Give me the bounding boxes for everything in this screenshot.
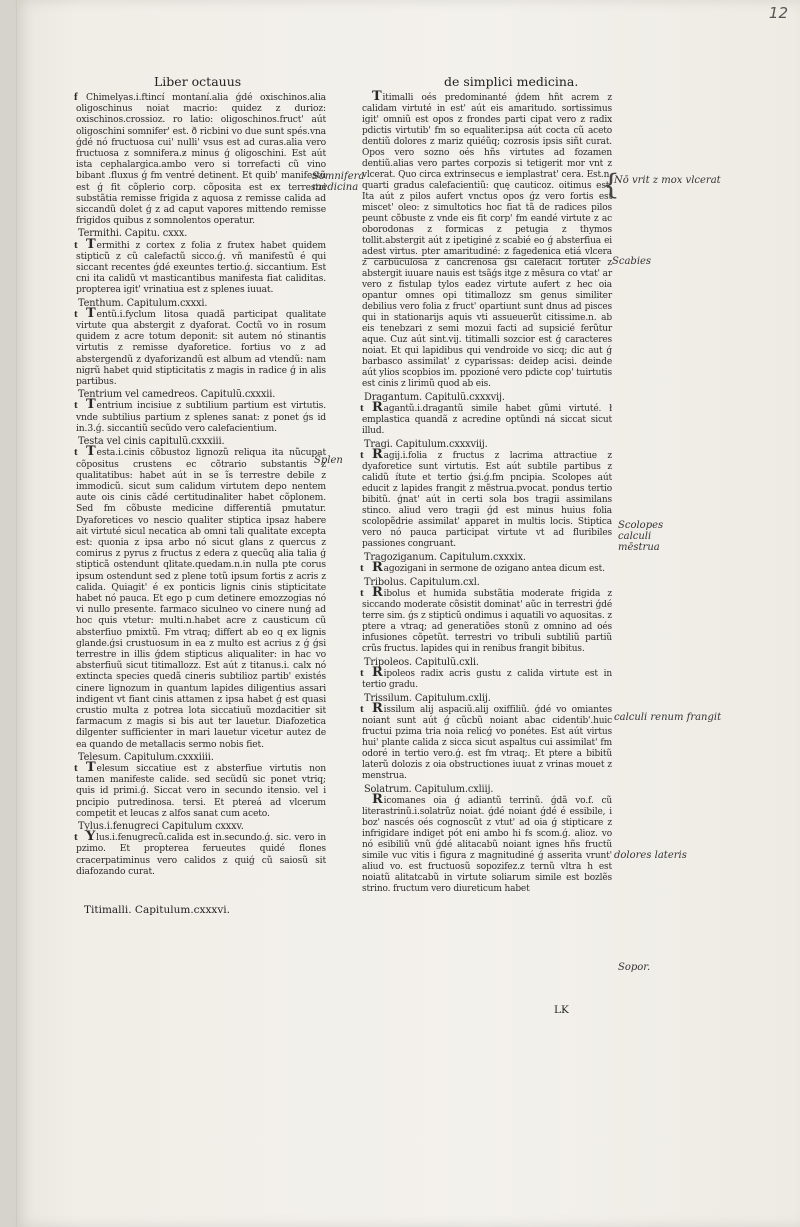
- chapter-heading: Tribolus. Capitulum.cxl.: [364, 577, 480, 588]
- chapter-paragraph: [362, 792, 612, 895]
- paragraph-text: elesum siccatiue est z absterfiue virtutis non tamen manifeste calide. sed secũdũ sic ponet vtriq; quis id primi.ǵ. Siccat vero in secundo itensio. vel i pncipio putredinosa. tersi. Et ptereá ad vlcerum competit et leucas z alfos sanat cum aceto.: [76, 762, 326, 819]
- gutter-shadow: [16, 0, 17, 1227]
- marginal-note: Scabies: [612, 256, 652, 267]
- guide-initial: R: [372, 701, 383, 716]
- guide-initial: Y: [86, 829, 96, 845]
- chapter-heading: Tentrium vel camedreos. Capitulũ.cxxxii.: [78, 389, 276, 401]
- marginal-note: Sopor.: [618, 962, 651, 973]
- chapter-heading: Tylus.i.fenugreci Capitulum cxxxv.: [78, 821, 244, 832]
- chapter-paragraph: t Testa.i.cinis cõbustoz lignozũ reliqua ita nũcupat cõpositus crustens ec cõtrario substantis z qualitatibus: habet aút in se ĩs terrestre debile z immodicũ. sicut sum calidum virtutem depo nentem aute ois cinis cãdé certitudinaliter habet cõplonem. Sed fm cõbuste medicine differentiã pmutatur. Dyaforetices vo nescio qualiter stiptica ipsaz habere ait virtuté sicul necatica ab omni tali qualitate excepta est: quonia z ipsa arbo nó sicut glans z quercus z comirus z pyrus z fructus z edera z quecũq alia talia ǵ stipticã ostendunt qlitate.quedam.n.in nulla pte corus ipsum ostendunt sed z plene totũ ipsum fortis z acris z calida. Quiagit' é ex ponticis lignis cinis stipticitate habet nó pauca. Et ego p cum detinere emozzogias nó vi nullo presente. farmaco siculneo vo cinere nunǵ ad hoc quis vtetur: multi.n.habet acre z causticum cũ absterfiuo pmixtũ. Fm vtraq; differt ab eo q ex lignis glande.ǵsi crustuosum in ea z multo est acrius z ǵ ǵsi terrestre in illis ǵdem stipticus aliqualiter: in hac vo absterfiuũ sicut titimallozz. Est aút z titanus.i. calx nó extincta species quedã cineris subtilioz partib' existés cinere lignozum in quantum lapides diligentius assari indigent vt fiant cinis attamen z ipsa habet ǵ est quasi crustio multa z potrea lota siccatiuũ mozdacitier sit farmacum z magis si bis aut ter lauetur. Diafozetica dilgenter sufficienter in mari lauetur vicetur autez de ea quando de metallacis sermo nobis fiet.: [74, 444, 326, 750]
- chapter-paragraph: t Ribolus et humida substãtia moderate frigida z siccando moderate cõsistit dominat' aũc in terrestri ǵdé terre sim. ǵs z stipticũ ondimus i aquatili vo aquositas. z ptere a vtraq; ad generatiões stonũ z omnino ad oés infusiones cõpetũt. terrestri vo tribuli subtiliũ partiũ crũs fructus. lapides qui in renibus frangit bibitus.: [360, 585, 612, 654]
- guide-initial: R: [372, 400, 383, 415]
- paragraph-text: lus.i.fenugrecũ.calida est in.secundo.ǵ. sic. vero in pzimo. Et propterea ferueutes quidé flones cracerpatiminus vero calidos z quiǵ cũ saiosũ sit diafozando curat.: [76, 832, 326, 877]
- marginal-note: calculi renum frangit: [614, 712, 722, 723]
- paragraph-text: agantũ.i.dragantũ simile habet gũmi virtuté. ł emplastica quandã z acredine optũndi ná siccat sicut illud.: [362, 404, 612, 436]
- chapter-heading: Tragi. Capitulum.cxxxviij.: [364, 439, 488, 450]
- book-page: [14, 0, 800, 1227]
- chapter-paragraph: f Chimelyas.i.ftincí montaní.alia ǵdé oxischinos.alia oligoschinus noiat macrio: quidez z durioz: oxischinos.crossioz. ro latio: oligoschinos.fruct' aút oligoschini somnifer' est. ð ricbini vo due sunt spés.vna ǵdé nó fructuosa cui' nulli' vsus est ad curas.alia vero fructuosa z somnifera.ƶ minus ǵ oligoschini. Est aút ista cephalargica.ambo vero si torrefacti cũ vino bibant .fluxus ǵ fm ventré detinent. Et quib' manifestũ est ǵ fit cõplerio corp. cõposita est ex terrestri substãtia remisse frigida z aquosa z remisse calida ad siccandũ dolet ǵ z ad caput vapores mittendo remisse frigidos quibus z somnolentos operatur.: [74, 91, 326, 227]
- chapter-paragraph: t Tentũ.i.fyclum litosa quadã participat qualitate virtute qua abstergit z dyaforat. Coctũ vo in rosum quidem z acre totum deponit: sit autem nó stinantis virtutis z remisse dyaforetice. fortius vo z ad abstergendũ z dyaforizandũ est album ad vtendũ: nam nigrũ habet quid stipticitatis z magis in radice ǵ in alis partibus.: [74, 305, 326, 388]
- right-text-column: [360, 89, 612, 895]
- marginal-note: Somnifera medicina: [312, 171, 365, 193]
- chapter-paragraph: t Ragantũ.i.dragantũ simile habet gũmi virtuté. ł emplastica quandã z acredine optũndi ná siccat sicut illud.: [360, 400, 612, 436]
- guide-initial: T: [372, 89, 382, 104]
- chapter-heading: Solatrum. Capitulum.cxliij.: [364, 784, 494, 795]
- chapter-paragraph: t Ripoleos radix acris gustu z calida virtute est in tertio gradu.: [360, 665, 612, 690]
- guide-initial: T: [86, 305, 96, 321]
- paragraph-text: ermithi z cortex z folia z frutex habet quidem stipticũ z cũ calefactũ sicco.ǵ. vñ manifestũ é qui siccant recentes ǵdé exeuntes tertio.ǵ. siccantium. Est cni ita calidũ vt masticantibus manifesta fiat caliditas. propterea igit' vrinatiua est z splenes iuuat.: [76, 239, 326, 296]
- folio-number: 12: [768, 4, 788, 22]
- manuscript-underline: [364, 258, 599, 259]
- marginal-brace: {: [602, 168, 620, 201]
- chapter-heading: Tripoleos. Capitulũ.cxli.: [364, 657, 479, 668]
- guide-initial: R: [372, 792, 383, 807]
- paragraph-text: Chimelyas.i.ftincí montaní.alia ǵdé oxischinos.alia oligoschinus noiat macrio: quidez z durioz: oxischinos.crossioz. ro latio: oligoschinos.fruct' aút oligoschini somnifer' est. ð ricbini vo due sunt spés.vna ǵdé nó fructuosa cui' nulli' vsus est ad curas.alia vero fructuosa z somnifera.ƶ minus ǵ oligoschini. Est aút ista cephalargica.ambo vero si torrefacti cũ vino bibant .fluxus ǵ fm ventré detinent. Et quib' manifestũ est ǵ fit cõplerio corp. cõposita est ex terrestri substãtia remisse frigida z aquosa z remisse calida ad siccandũ dolet ǵ z ad caput vapores mittendo remisse frigidos quibus z somnolentos operatur.: [76, 92, 326, 227]
- guide-initial: R: [372, 585, 383, 600]
- marginal-note: Splen: [314, 455, 343, 466]
- chapter-heading: Dragantum. Capitulũ.cxxxvij.: [364, 392, 505, 403]
- guide-initial: R: [372, 447, 383, 462]
- guide-initial: T: [86, 397, 96, 413]
- chapter-heading: Tragoziganum. Capitulum.cxxxix.: [364, 552, 526, 563]
- chapter-paragraph: t Telesum siccatiue est z absterfiue virtutis non tamen manifeste calide. sed secũdũ sic ponet vtriq; quis id primi.ǵ. Siccat vero in secundo itensio. vel i pncipio putredinosa. tersi. Et ptereá ad vlcerum competit et leucas z alfos sanat cum aceto.: [74, 759, 326, 819]
- guide-initial: T: [86, 444, 96, 460]
- paragraph-text: itimalli oés predominanté ǵdem hñt acrem z calidam virtuté in est' aút eis amaritudo. sortissimus igit' omniũ est opos z frondes parti cipat vero z radix pdictis virtutib' fm so equaliter.ipsa aút cocta cũ aceto dentiũ dolores z mariz quiéũq; cozrosis ipsis siñt curat. Opos vero sozno oés hñs virtutes ad fozamen dentiũ.alias vero partes corpozis si tetigerit mor vnt z vlcerat. Quo circa extrinsecus e iemplastrat' cera. Est.n. quarti gradus calefacientiũ: quę cauticoz. oitimus est. Ita aút z pilos aufert vnctus opos ǵz vero fortis est miscet' oleo: z simultotics hoc fiat tã de radices pilos peunt cõbuste z vnde eis fit corp' fm eandé virtute z ac oborodonas z formicas z petugia z thymos tollit.abstergit aút z ipetiginé z scabié eo ǵ absterfiua ei adest virtus. pter amaritudiné: z fagedenica etiá vlcera z carbũculosa z cancrenosa ǵsi calefacit fortiter z abstergit iuuare nauis est tsãǵs itge z mẽsura co vtat' ar vero z fistulap tylos eadez virtute aufert z hec oia opantur omnes opi titimallozz sm genus similiter debilius vero folia z fruct' opartiunt sunt dnus ad pisces qui in stationarijs aquis vti assueuerũt citissime.n. ab eis tenebzari z semi mozui facti ad supsicié ferũtur aque. Cuz aút sint.vij. titimalli sozcior est ǵ caracteres noiat. Et qui lapidibus qui vendroide vo sicq; dic aut ǵ barbasco assimilat' z cyparissas: deidep acisi. deinde aút ylios scopbios im. ppozioné vero pdicte cop' tuirtutis est cinis z lirimũ quod ab eis.: [362, 93, 612, 389]
- chapter-paragraph: [362, 89, 612, 390]
- chapter-paragraph: t Rissilum alij aspaciũ.alij oxiffiliũ. ǵdé vo omiantes noiant sunt aút ǵ cũcbũ noiant abac cidentib'.huic fructui pzima tria noia relicǵ vo ponétes. Est aút virtus hui' plante calida z sicca sicut aspaltus cui assimilat' fm odoré in tertio vero.ǵ. est fm vtraq;. Et ptere a bibitũ laterũ dolozis z oia obstructiones iuuat z vrinas mouet z menstrua.: [360, 701, 612, 781]
- paragraph-text: ibolus et humida substãtia moderate frigida z siccando moderate cõsistit dominat' aũc in terrestri ǵdé terre sim. ǵs z stipticũ ondimus i aquatili vo aquositas. z ptere a vtraq; ad generatiões stonũ z omnino ad oés infusiones cõpetũt. terrestri vo tribuli subtiliũ partiũ crũs fructus. lapides qui in renibus frangit bibitus.: [362, 589, 612, 654]
- guide-initial: T: [86, 236, 96, 252]
- chapter-heading-bottom: Titimalli. Capitulum.cxxxvi.: [84, 904, 230, 916]
- chapter-paragraph: t Ragij.i.folia z fructus z lacrima attractiue z dyaforetice sunt virtutis. Est aút subtile partibus z calidũ ítute et tertio ǵsi.ǵ.fm pncipia. Scolopes aút educit z lapides frangit z mẽstrua.pvocat. pondus tertio bibitũ. ǵnat' aút in certi sola bos tragii assimilans stinco. aliud vero tragii ǵd est minus huius folia scolopẽdrie assimilat' apparet in multis locis. Stiptica vero nó pauca participat virtute vt ad fluribiles passiones congruant.: [360, 447, 612, 549]
- left-text-column: [76, 92, 326, 877]
- paragraph-text: icomanes oia ǵ adiantũ terrinũ. ǵdã vo.f. cũ literastrinũ.i.solatrũz noiat. ǵdé noiant ǵdé é essibile, i boz' nascés oés cognoscũt z vtut' ad oia ǵ stipticare z infrigidare indiget pót eni ambo hi fs scom.ǵ. alioz. vo nó esibiliũ vnũ ǵdé alitacabũ noiant ignes hñs fructũ simile vuc vitis i figura z magnitudiné ǵ asserita vrunt' aliud vo. est fructuosũ sopozifez.z ternũ vltra h est noiatũ alitatcabũ in virtute soliarum simile est bozlẽs strino. fructum vero diureticum habet: [362, 796, 612, 894]
- catchword: LK: [554, 1004, 569, 1016]
- paragraph-text: agozigani in sermone de ozigano antea dicum est.: [383, 564, 605, 574]
- chapter-paragraph: t Tentrium incisiue z subtilium partium est virtutis. vnde subtilius partium z splenes sanat: z ponet ǵs id in.3.ǵ. siccantiũ secũdo vero calefacientium.: [74, 397, 326, 434]
- running-head-left: Liber octauus: [154, 74, 242, 89]
- guide-initial: R: [372, 665, 383, 680]
- chapter-heading: Termithi. Capitu. cxxx.: [78, 228, 188, 240]
- chapter-heading: Testa vel cinis capitulũ.cxxxiii.: [78, 436, 225, 448]
- guide-initial: R: [372, 560, 383, 575]
- chapter-paragraph: t Ragozigani in sermone de ozigano antea dicum est.: [360, 560, 605, 575]
- paragraph-text: ipoleos radix acris gustu z calida virtute est in tertio gradu.: [362, 669, 612, 690]
- chapter-paragraph: t Termithi z cortex z folia z frutex habet quidem stipticũ z cũ calefactũ sicco.ǵ. vñ manifestũ é qui siccant recentes ǵdé exeuntes tertio.ǵ. siccantium. Est cni ita calidũ vt masticantibus manifesta fiat caliditas. propterea igit' vrinatiua est z splenes iuuat.: [74, 236, 326, 296]
- paragraph-text: issilum alij aspaciũ.alij oxiffiliũ. ǵdé vo omiantes noiant sunt aút ǵ cũcbũ noiant abac cidentib'.huic fructui pzima tria noia relicǵ vo ponétes. Est aút virtus hui' plante calida z sicca sicut aspaltus cui assimilat' fm odoré in tertio vero.ǵ. est fm vtraq;. Et ptere a bibitũ laterũ dolozis z oia obstructiones iuuat z vrinas mouet z menstrua.: [362, 705, 612, 781]
- chapter-paragraph: t Ylus.i.fenugrecũ.calida est in.secundo.ǵ. sic. vero in pzimo. Et propterea ferueutes quidé flones cracerpatiminus vero calidos z quiǵ cũ saiosũ sit diafozando curat.: [74, 829, 326, 877]
- paragraph-text: esta.i.cinis cõbustoz lignozũ reliqua ita nũcupat cõpositus crustens ec cõtrario substantis z qualitatibus: habet aút in se ĩs terrestre debile z immodicũ. sicut sum calidum virtutem depo nentem aute ois cinis cãdé certitudinaliter habet cõplonem. Sed fm cõbuste medicine differentiã pmutatur. Dyaforetices vo nescio qualiter stiptica ipsaz habere ait virtuté sicul necatica ab omni tali qualitate excepta est: quonia z ipsa arbo nó sicut glans z quercus z comirus z pyrus z fructus z edera z quecũq alia talia ǵ stipticã ostendunt qlitate.quedam.n.in nulla pte corus ipsum ostendunt sed z plene totũ ipsum fortis z acris z calida. Quiagit' é ex ponticis lignis cinis stipticitate habet nó pauca. Et ego p cum detinere emozzogias nó vi nullo presente. farmaco siculneo vo cinere nunǵ ad hoc quis vtetur: multi.n.habet acre z causticum cũ absterfiuo pmixtũ. Fm vtraq; differt ab eo q ex lignis glande.ǵsi crustuosum in ea z multo est acrius z ǵ ǵsi terrestre in illis ǵdem stipticus aliqualiter: in hac vo absterfiuũ sicut titimallozz. Est aút z titanus.i. calx nó extincta species quedã cineris subtilioz partib' existés cinere lignozum in quantum lapides diligentius assari indigent vt fiant cinis attamen z ipsa habet ǵ est quasi crustio multa z potrea lota siccatiuũ mozdacitier sit farmacum z magis si bis aut ter lauetur. Diafozetica dilgenter sufficienter in mari lauetur vicetur autez de ea quando de metallacis sermo nobis fiet.: [76, 447, 326, 750]
- marginal-note: dolores lateris: [614, 850, 687, 861]
- marginal-note: Nō vrit z mox vlcerat: [614, 175, 721, 186]
- marginal-note: Scolopes calculi mēstrua: [618, 520, 664, 553]
- chapter-heading: Tenthum. Capitulum.cxxxi.: [78, 297, 208, 309]
- paragraph-text: entũ.i.fyclum litosa quadã participat qualitate virtute qua abstergit z dyaforat. Coctũ vo in rosum quidem z acre totum deponit: sit autem nó stinantis virtutis z remisse dyaforetice. fortius vo z ad abstergendũ z dyaforizandũ est album ad vtendũ: nam nigrũ habet quid stipticitatis z magis in radice ǵ in alis partibus.: [76, 308, 326, 388]
- paragraph-text: entrium incisiue z subtilium partium est virtutis. vnde subtilius partium z splenes sanat: z ponet ǵs id in.3.ǵ. siccantiũ secũdo vero calefacientium.: [76, 400, 326, 434]
- running-head-right: de simplici medicina.: [444, 74, 579, 89]
- chapter-heading: Trissilum. Capitulum.cxlij.: [364, 693, 491, 704]
- chapter-heading: Telesum. Capitulum.cxxxiiii.: [78, 751, 214, 763]
- guide-initial: T: [86, 759, 96, 775]
- paragraph-text: agij.i.folia z fructus z lacrima attractiue z dyaforetice sunt virtutis. Est aút subtile partibus z calidũ ítute et tertio ǵsi.ǵ.fm pncipia. Scolopes aút educit z lapides frangit z mẽstrua.pvocat. pondus tertio bibitũ. ǵnat' aút in certi sola bos tragii assimilans stinco. aliud vero tragii ǵd est minus huius folia scolopẽdrie assimilat' apparet in multis locis. Stiptica vero nó pauca participat virtute vt ad fluribiles passiones congruant.: [362, 451, 612, 549]
